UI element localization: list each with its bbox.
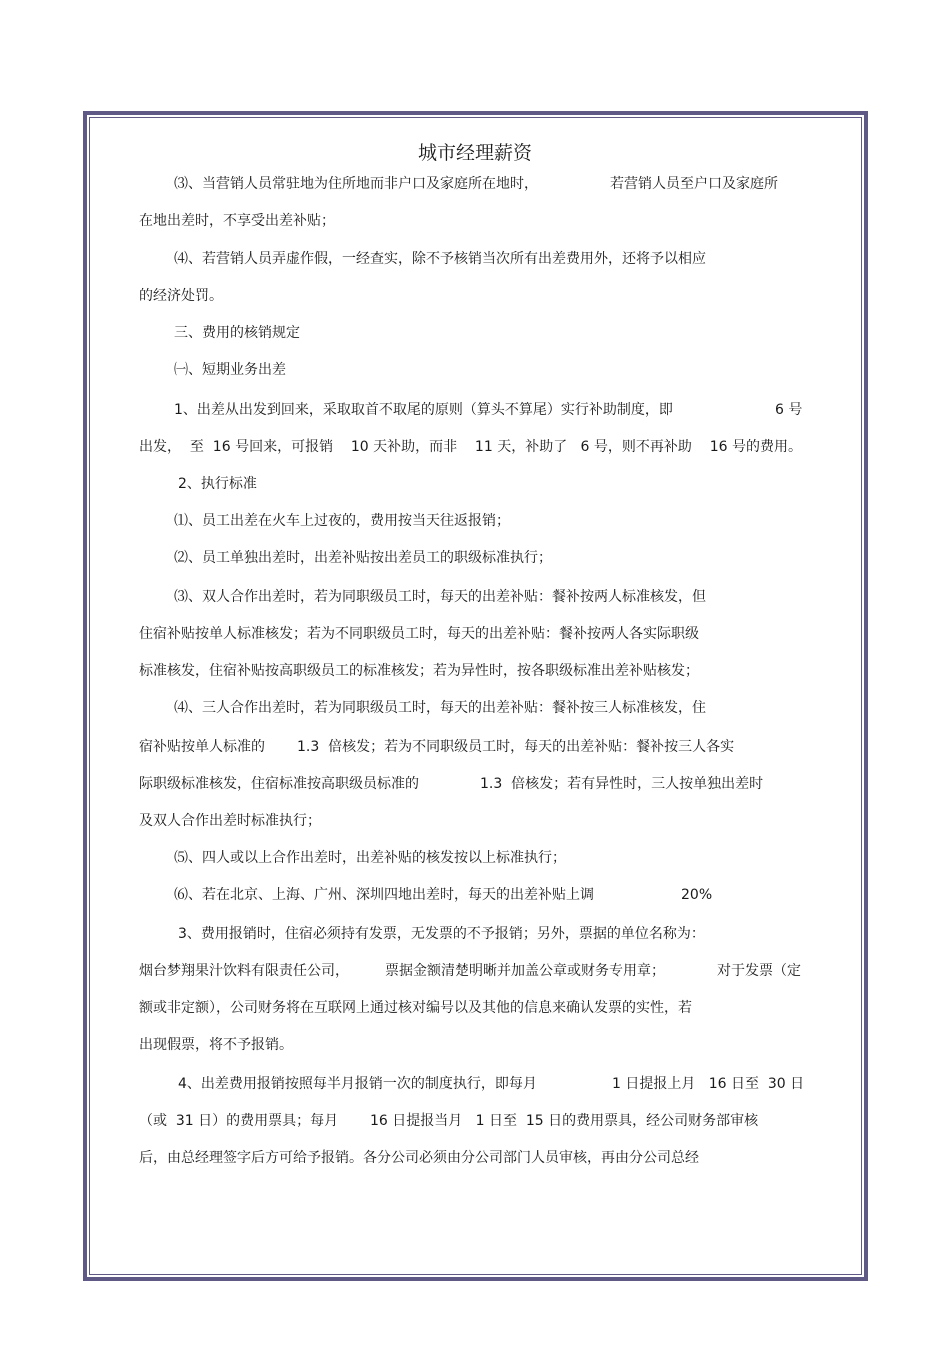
text-line: 3、费用报销时，住宿必须持有发票，无发票的不予报销；另外，票据的单位名称为：	[178, 926, 705, 942]
text-line: ⑷、三人合作出差时，若为同职级员工时，每天的出差补贴：餐补按三人标准核发，住	[174, 700, 706, 716]
text-line: 标准核发，住宿补贴按高职级员工的标准核发；若为异性时，按各职级标准出差补贴核发；	[139, 663, 699, 679]
text-line: 若营销人员至户口及家庭所	[610, 176, 778, 192]
text-line: ⑷、若营销人员弄虚作假，一经查实，除不予核销当次所有出差费用外，还将予以相应	[174, 251, 706, 267]
text-line: ⑶、当营销人员常驻地为住所地而非户口及家庭所在地时，	[174, 176, 538, 192]
text-line: 16 日提报当月 1 日至 15 日的费用票具，经公司财务部审核	[370, 1113, 759, 1129]
text-line: 额或非定额），公司财务将在互联网上通过核对编号以及其他的信息来确认发票的实性，若	[139, 1000, 692, 1016]
text-line: 宿补贴按单人标准的	[139, 739, 265, 755]
text-line: ㈠、短期业务出差	[174, 362, 286, 378]
text-line: 4、出差费用报销按照每半月报销一次的制度执行，即每月	[178, 1076, 537, 1092]
text-line: 1.3 倍核发；若有异性时，三人按单独出差时	[480, 776, 764, 792]
text-line: 及双人合作出差时标准执行；	[139, 813, 321, 829]
text-line: ⑹、若在北京、上海、广州、深圳四地出差时，每天的出差补贴上调	[174, 887, 594, 903]
text-line: 1、出差从出发到回来，采取取首不取尾的原则（算头不算尾）实行补助制度，即	[174, 402, 673, 418]
text-line: 在地出差时，不享受出差补贴；	[139, 213, 335, 229]
text-line: 2、执行标准	[178, 476, 257, 492]
text-line: 出现假票，将不予报销。	[139, 1037, 293, 1053]
text-line: 对于发票（定	[717, 963, 801, 979]
text-line: 20%	[681, 887, 713, 903]
text-line: 1.3 倍核发；若为不同职级员工时，每天的出差补贴：餐补按三人各实	[297, 739, 735, 755]
text-line: 6 号	[775, 402, 803, 418]
text-line: 后，由总经理签字后方可给予报销。各分公司必须由分公司部门人员审核，再由分公司总经	[139, 1150, 699, 1166]
text-line: ⑵、员工单独出差时，出差补贴按出差员工的职级标准执行；	[174, 550, 552, 566]
text-line: 1 日提报上月 16 日至 30 日	[612, 1076, 805, 1092]
text-line: 的经济处罚。	[139, 288, 223, 304]
text-line: 烟台梦翔果汁饮料有限责任公司，	[139, 963, 349, 979]
text-line: 票据金额清楚明晰并加盖公章或财务专用章；	[385, 963, 665, 979]
text-line: ⑶、双人合作出差时，若为同职级员工时，每天的出差补贴：餐补按两人标准核发，但	[174, 589, 706, 605]
text-line: ⑴、员工出差在火车上过夜的，费用按当天往返报销；	[174, 513, 510, 529]
text-line: 三、费用的核销规定	[174, 325, 300, 341]
document-title: 城市经理薪资	[417, 142, 532, 164]
text-line: ⑸、四人或以上合作出差时，出差补贴的核发按以上标准执行；	[174, 850, 566, 866]
text-line: 出发， 至 16 号回来，可报销 10 天补助，而非 11 天，补助了 6 号，则不再补助 16 号的费用。	[139, 439, 802, 455]
text-line: （或 31 日）的费用票具；每月	[139, 1113, 339, 1129]
text-line: 住宿补贴按单人标准核发；若为不同职级员工时，每天的出差补贴：餐补按两人各实际职级	[139, 626, 699, 642]
text-line: 际职级标准核发，住宿标准按高职级员标准的	[139, 776, 419, 792]
